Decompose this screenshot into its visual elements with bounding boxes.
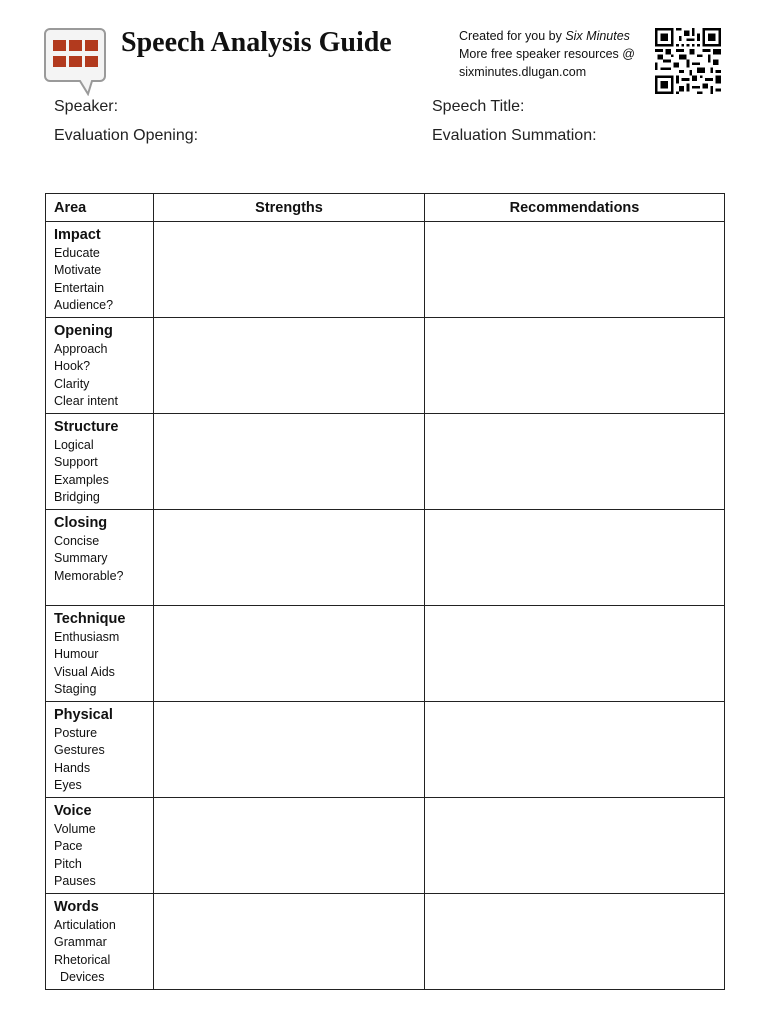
recommendations-cell[interactable]	[425, 606, 725, 702]
recommendations-column-header: Recommendations	[425, 194, 725, 222]
area-criterion: Grammar	[54, 935, 107, 950]
area-cell	[46, 894, 154, 990]
area-criterion: Enthusiasm	[54, 630, 120, 644]
recommendations-cell[interactable]	[425, 894, 725, 990]
area-criterion: Clarity	[54, 376, 90, 391]
area-title: Physical	[54, 707, 113, 723]
recommendations-cell[interactable]	[425, 510, 725, 606]
table-row	[46, 318, 725, 414]
area-title: Opening	[54, 323, 113, 339]
recommendations-cell[interactable]	[425, 318, 725, 414]
area-title: Closing	[54, 515, 108, 531]
area-criterion: Eyes	[54, 777, 82, 792]
area-criterion: Visual Aids	[54, 664, 115, 679]
analysis-table	[45, 193, 725, 990]
area-title: Structure	[54, 419, 119, 435]
strengths-column-header: Strengths	[154, 194, 425, 222]
area-criterion: Examples	[54, 472, 109, 487]
area-criterion: Summary	[54, 551, 108, 566]
area-criterion: Audience?	[54, 297, 114, 312]
area-criterion: Logical	[54, 438, 94, 452]
credit-prefix: Created for you by	[459, 29, 566, 43]
page-title: Speech Analysis Guide	[121, 27, 392, 58]
area-cell	[46, 606, 154, 702]
area-criterion: Posture	[54, 726, 98, 740]
speaker-field: Speaker:	[54, 98, 119, 115]
area-cell	[46, 414, 154, 510]
area-title: Voice	[54, 803, 92, 819]
strengths-cell[interactable]	[154, 798, 425, 894]
table-row	[46, 510, 725, 606]
strengths-cell[interactable]	[154, 606, 425, 702]
table-row	[46, 702, 725, 798]
area-criterion: Gestures	[54, 743, 105, 758]
recommendations-cell[interactable]	[425, 798, 725, 894]
credit-line-2: More free speaker resources @	[459, 47, 635, 61]
area-criterion: Pauses	[54, 873, 96, 888]
recommendations-cell[interactable]	[425, 222, 725, 318]
table-row	[46, 222, 725, 318]
strengths-cell[interactable]	[154, 702, 425, 798]
area-criterion: Hands	[54, 760, 91, 775]
credit-link[interactable]: sixminutes.dlugan.com	[459, 65, 587, 79]
area-criterion: Entertain	[54, 280, 105, 295]
area-criterion: Memorable?	[54, 568, 124, 583]
area-criterion: Rhetorical	[54, 952, 111, 967]
area-cell	[46, 510, 154, 606]
area-criterion: Devices	[60, 969, 105, 984]
strengths-cell[interactable]	[154, 894, 425, 990]
table-row	[46, 606, 725, 702]
speech-bubble-grid-icon	[44, 28, 106, 96]
area-criterion: Bridging	[54, 489, 100, 504]
area-criterion: Volume	[54, 822, 96, 836]
area-title: Technique	[54, 611, 126, 627]
area-criterion: Humour	[54, 647, 99, 662]
credit-line-1	[459, 27, 635, 45]
area-column-header: Area	[46, 194, 154, 222]
table-row	[46, 414, 725, 510]
speech-title-field: Speech Title:	[432, 98, 525, 115]
credit-block	[459, 27, 635, 81]
area-title: Words	[54, 899, 99, 915]
strengths-cell[interactable]	[154, 318, 425, 414]
table-row	[46, 798, 725, 894]
area-criterion: Educate	[54, 246, 100, 260]
recommendations-cell[interactable]	[425, 414, 725, 510]
area-criterion: Articulation	[54, 918, 116, 932]
strengths-cell[interactable]	[154, 510, 425, 606]
area-criterion: Support	[54, 455, 98, 470]
evaluation-summation-field: Evaluation Summation:	[432, 127, 597, 144]
strengths-cell[interactable]	[154, 222, 425, 318]
evaluation-opening-field: Evaluation Opening:	[54, 127, 199, 144]
area-title: Impact	[54, 227, 101, 243]
area-criterion: Motivate	[54, 263, 102, 278]
area-cell	[46, 798, 154, 894]
area-criterion: Staging	[54, 681, 97, 696]
area-criterion: Pace	[54, 839, 83, 854]
area-criterion: Approach	[54, 342, 108, 356]
qr-code-icon[interactable]	[655, 28, 721, 94]
table-header-row	[46, 194, 725, 222]
area-criterion: Pitch	[54, 856, 82, 871]
area-cell	[46, 222, 154, 318]
area-criterion: Clear intent	[54, 393, 118, 408]
area-criterion: Concise	[54, 534, 100, 548]
credit-brand: Six Minutes	[565, 29, 630, 43]
recommendations-cell[interactable]	[425, 702, 725, 798]
area-cell	[46, 318, 154, 414]
area-cell	[46, 702, 154, 798]
area-criterion: Hook?	[54, 359, 91, 374]
table-row	[46, 894, 725, 990]
strengths-cell[interactable]	[154, 414, 425, 510]
